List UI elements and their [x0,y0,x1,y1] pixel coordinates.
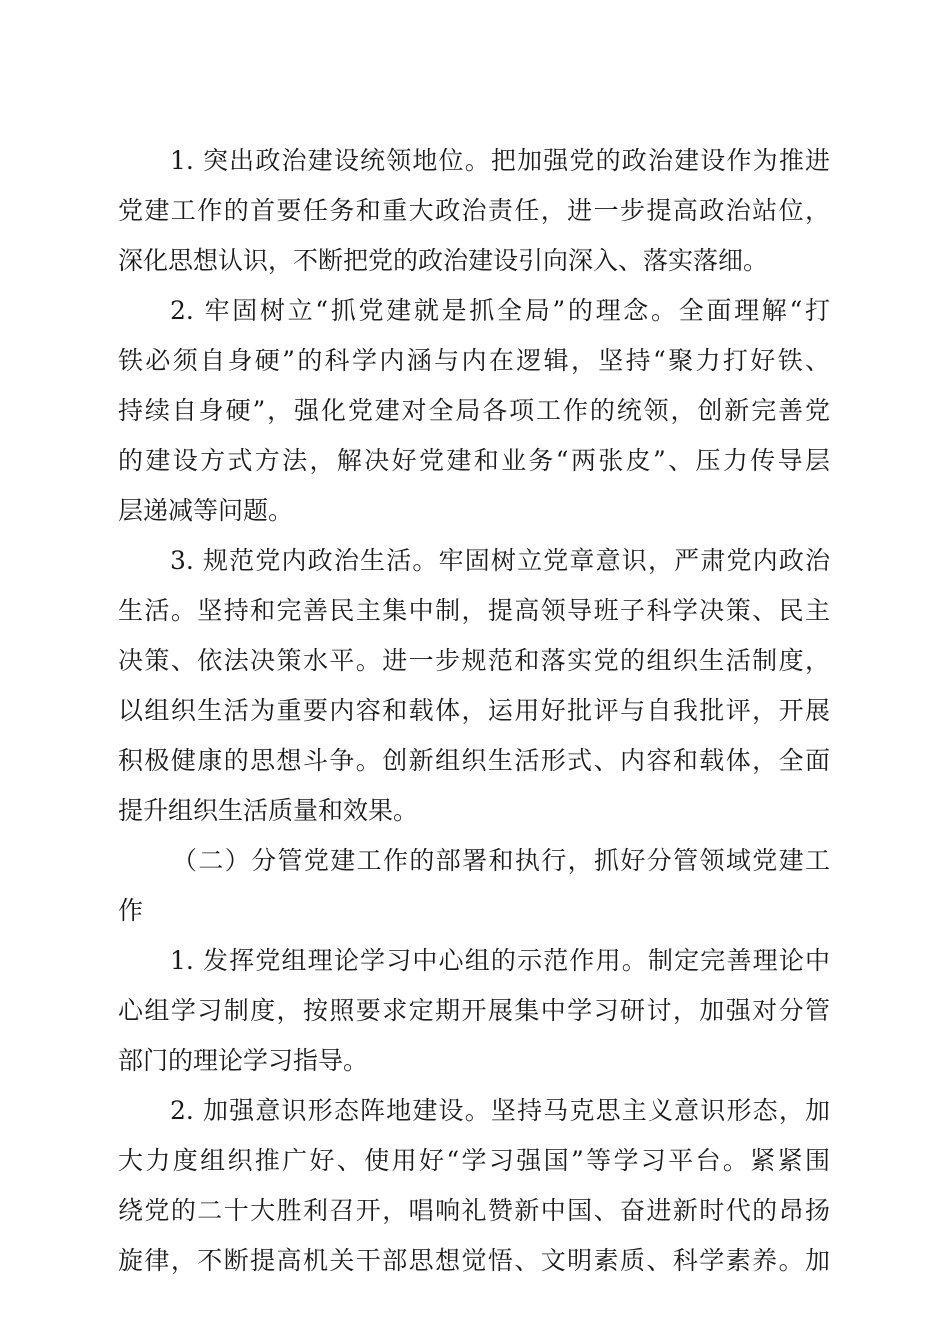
paragraph-line: 2. 加强意识形态阵地建设。坚持马克思主义意识形态，加 [170,1096,830,1125]
paragraph-line: 绕党的二十大胜利召开，唱响礼赞新中国、奋进新时代的昂扬 [118,1196,830,1225]
paragraph-line: 层递减等问题。 [118,496,294,525]
paragraph-line: 持续自身硬”，强化党建对全局各项工作的统领，创新完善党 [118,396,830,425]
paragraph-line: 大力度组织推广好、使用好“学习强国”等学习平台。紧紧围 [118,1146,830,1175]
paragraph-line: 心组学习制度，按照要求定期开展集中学习研讨，加强对分管 [118,996,830,1025]
paragraph-line: 1. 发挥党组理论学习中心组的示范作用。制定完善理论中 [170,946,830,975]
paragraph-line: 生活。坚持和完善民主集中制，提高领导班子科学决策、民主 [118,596,830,625]
paragraph-line: 决策、依法决策水平。进一步规范和落实党的组织生活制度， [118,646,830,675]
paragraph-line: 旋律，不断提高机关干部思想觉悟、文明素质、科学素养。加 [118,1246,830,1275]
paragraph-line: 深化思想认识，不断把党的政治建设引向深入、落实落细。 [118,246,769,275]
paragraph-line: 以组织生活为重要内容和载体，运用好批评与自我批评，开展 [118,696,830,725]
paragraph-line: 提升组织生活质量和效果。 [118,796,419,825]
paragraph-line: 部门的理论学习指导。 [118,1046,369,1075]
paragraph-line: 积极健康的思想斗争。创新组织生活形式、内容和载体，全面 [118,746,830,775]
paragraph-line: 铁必须自身硬”的科学内涵与内在逻辑，坚持“聚力打好铁、 [118,346,830,375]
paragraph-line: 1. 突出政治建设统领地位。把加强党的政治建设作为推进 [170,146,830,175]
heading-line: 作 [118,896,144,925]
heading-line: （二）分管党建工作的部署和执行，抓好分管领域党建工 [172,846,830,875]
paragraph-line: 3. 规范党内政治生活。牢固树立党章意识，严肃党内政治 [170,546,830,575]
paragraph-line: 党建工作的首要任务和重大政治责任，进一步提高政治站位， [118,196,830,225]
paragraph-line: 2. 牢固树立“抓党建就是抓全局”的理念。全面理解“打 [170,296,830,325]
paragraph-line: 的建设方式方法，解决好党建和业务“两张皮”、压力传导层 [118,446,830,475]
